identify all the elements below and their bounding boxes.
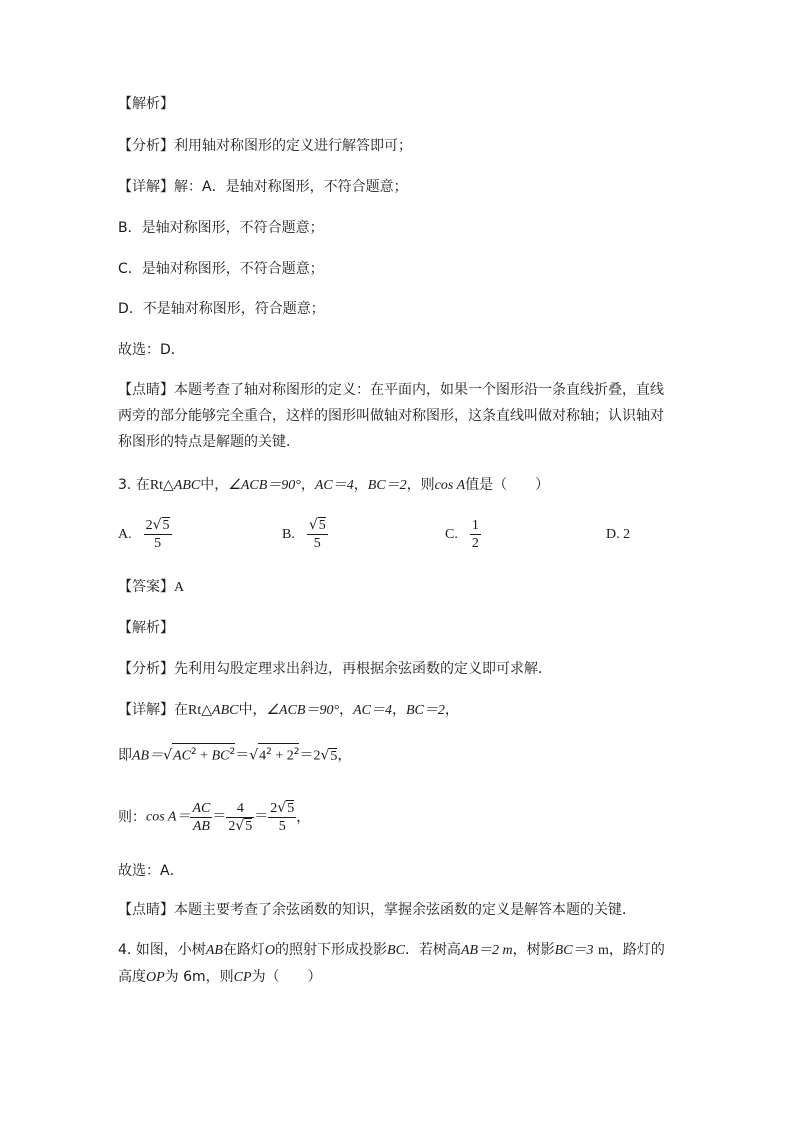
answer-tag: 【答案】 (118, 579, 174, 595)
sqrt-icon: √ (320, 747, 330, 764)
answer-value: A (174, 580, 185, 595)
q3-detail-tag: 【详解】 (118, 702, 174, 718)
comment-text: 本题考查了轴对称图形的定义：在平面内，如果一个图形沿一条直线折叠，直线两旁的部分能够完全重合，这样的图形叫做轴对称图形，这条直线叫做对称轴；认识轴对称图形的特点是解题的关键． (118, 382, 664, 450)
q3-rt: Rt (149, 478, 164, 493)
sqrt-icon: √ (249, 747, 259, 764)
option-b-fraction: $\frac{√5}{5}$ (308, 517, 326, 551)
choice-statement: 故选：D． (118, 342, 185, 358)
q3-analysis-heading: 【解析】 (118, 620, 174, 636)
q3-analysis-tag: 【分析】 (118, 661, 174, 677)
cos-frac-2: $\frac{4}{2√5}$ (228, 801, 253, 834)
option-a (118, 517, 172, 552)
question-4-stem: 4. 如图，小树AB在路灯O的照射下形成投影BC．若树高AB＝2 m，树影BC＝3 m，路灯的高度OP为 6m，则CP为（ ） (118, 942, 665, 985)
option-b (282, 517, 328, 552)
sqrt-icon: √ (308, 517, 318, 533)
detail-paragraph (118, 177, 408, 197)
q3-comma2: ， (353, 477, 368, 493)
comment-tag: 【点睛】 (118, 382, 174, 398)
analysis-heading: 【解析】 (118, 96, 174, 112)
q3-ac: AC＝4 (314, 478, 354, 493)
q3-comment-paragraph (118, 900, 636, 920)
detail-tag: 【详解】 (118, 179, 174, 195)
detail-c: C．是轴对称图形，不符合题意； (118, 261, 324, 277)
q3-cos-calc: 则：cos A＝ $\frac{AC}{AB}$ ＝ $\frac{4}{2√5}$ ＝ $\frac{2√5}{5}$ ， (118, 800, 311, 834)
q3-angle: ∠ACB＝90° (228, 478, 301, 493)
q3-bc: BC＝2 (367, 478, 407, 493)
cos-frac-1: $\frac{AC}{AB}$ (192, 801, 211, 834)
analysis-tag: 【分析】 (118, 138, 174, 154)
detail-d: D．不是轴对称图形，符合题意； (118, 301, 325, 317)
option-d-label: D. 2 (606, 527, 631, 542)
sqrt-icon: √ (163, 747, 173, 764)
comment-paragraph (118, 377, 670, 455)
option-b-label: B. (282, 526, 295, 542)
option-c-fraction: $\frac{1}{2}$ (471, 518, 479, 551)
q3-comment-text: 本题主要考查了余弦函数的知识，掌握余弦函数的定义是解答本题的关键． (174, 902, 636, 918)
option-d (606, 527, 630, 543)
option-a-fraction: $\frac{2√5}{5}$ (145, 517, 170, 551)
q3-zhi: 值是（ ） (465, 477, 550, 493)
sqrt-icon: √ (152, 517, 162, 533)
option-c-label: C. (445, 526, 458, 542)
analysis-paragraph (118, 136, 412, 156)
sqrt-icon: √ (277, 800, 287, 816)
answer-line (118, 577, 184, 598)
q3-detail-paragraph: 【详解】在Rt△ABC中，∠ACB＝90°，AC＝4，BC＝2， (118, 702, 459, 718)
q3-hypotenuse-calc: 即$AB=√AC^2 + BC^2=√4^2 + 2^2=2√5$， (118, 743, 351, 767)
option-c (445, 517, 481, 552)
q3-comment-tag: 【点睛】 (118, 902, 174, 918)
sqrt-icon: √ (235, 818, 245, 834)
q3-choice-statement: 故选：A． (118, 863, 184, 879)
q3-cosa: cos A (434, 478, 466, 493)
q3-prefix: 3. 在 (118, 477, 150, 493)
q3-triangle-symbol: △ (163, 477, 174, 493)
q3-comma1: ， (300, 477, 315, 493)
analysis-text: 利用轴对称图形的定义进行解答即可； (174, 138, 412, 154)
cos-frac-3: $\frac{2√5}{5}$ (270, 800, 295, 834)
detail-text: 解：A．是轴对称图形，不符合题意； (174, 179, 408, 195)
q3-ze: ，则 (406, 477, 435, 493)
question-3-stem (118, 475, 549, 496)
q3-analysis-text: 先利用勾股定理求出斜边，再根据余弦函数的定义即可求解． (174, 661, 552, 677)
q3-abc: ABC (173, 478, 201, 493)
q3-analysis-paragraph (118, 659, 552, 679)
q3-zhong: 中， (200, 477, 229, 493)
option-a-label: A. (118, 526, 132, 542)
detail-b: B．是轴对称图形，不符合题意； (118, 220, 324, 236)
